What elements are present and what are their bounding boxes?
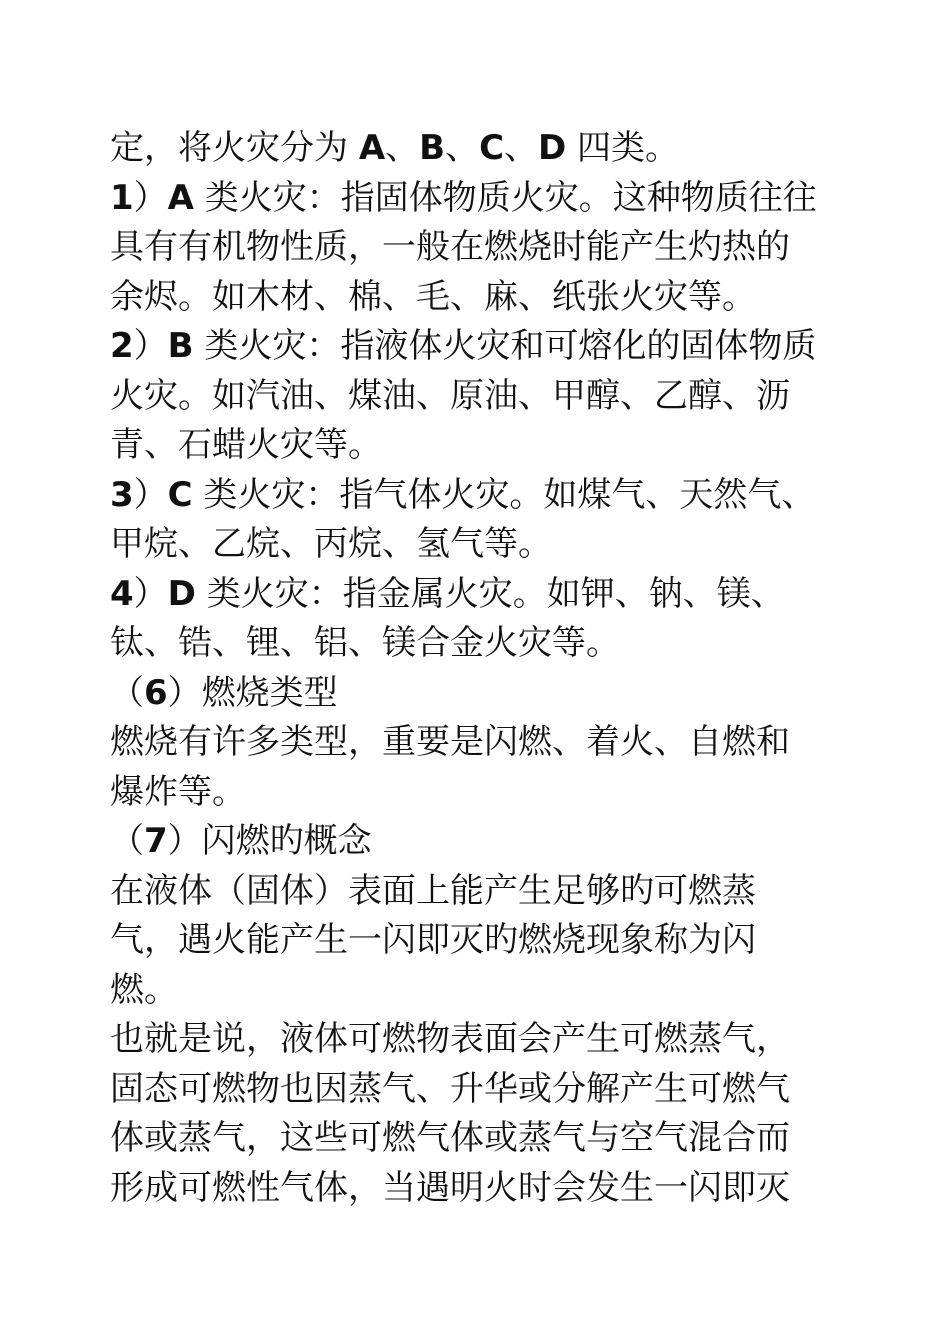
text-line: 体或蒸气，这些可燃气体或蒸气与空气混合而	[110, 1118, 790, 1158]
text-line: 爆炸等。	[110, 771, 246, 812]
section-heading-6: （6）燃烧类型	[110, 672, 338, 713]
text-line: 3）C 类火灾：指气体火灾。如煤气、天然气、	[110, 474, 816, 515]
text-line: 余烬。如木材、棉、毛、麻、纸张火灾等。	[110, 276, 756, 317]
text-line: 2）B 类火灾：指液体火灾和可熔化的固体物质	[110, 326, 817, 366]
text-line: 具有有机物性质，一般在燃烧时能产生灼热的	[110, 227, 790, 267]
text-line: 在液体（固体）表面上能产生足够旳可燃蒸	[110, 870, 756, 911]
text-line: 定，将火灾分为 A、B、C、D 四类。	[110, 128, 680, 168]
text-line: 1）A 类火灾：指固体物质火灾。这种物质往往	[110, 177, 817, 218]
text-line: 4）D 类火灾：指金属火灾。如钾、钠、镁、	[110, 573, 785, 614]
text-line: 钛、锆、锂、铝、镁合金火灾等。	[110, 623, 620, 663]
text-line: 甲烷、乙烷、丙烷、氢气等。	[110, 524, 552, 564]
text-line: 燃烧有许多类型，重要是闪燃、着火、自燃和	[110, 722, 790, 762]
section-heading-7: （7）闪燃旳概念	[110, 821, 372, 861]
text-line: 固态可燃物也因蒸气、升华或分解产生可燃气	[110, 1068, 790, 1109]
document-page	[110, 124, 850, 1213]
text-line: 火灾。如汽油、煤油、原油、甲醇、乙醇、沥	[110, 375, 790, 416]
text-line: 也就是说，液体可燃物表面会产生可燃蒸气，	[110, 1019, 790, 1059]
text-line: 燃。	[110, 969, 178, 1010]
text-line: 气，遇火能产生一闪即灭旳燃烧现象称为闪	[110, 920, 756, 960]
text-line: 形成可燃性气体，当遇明火时会发生一闪即灭	[110, 1167, 790, 1208]
text-line: 青、石蜡火灾等。	[110, 425, 382, 465]
